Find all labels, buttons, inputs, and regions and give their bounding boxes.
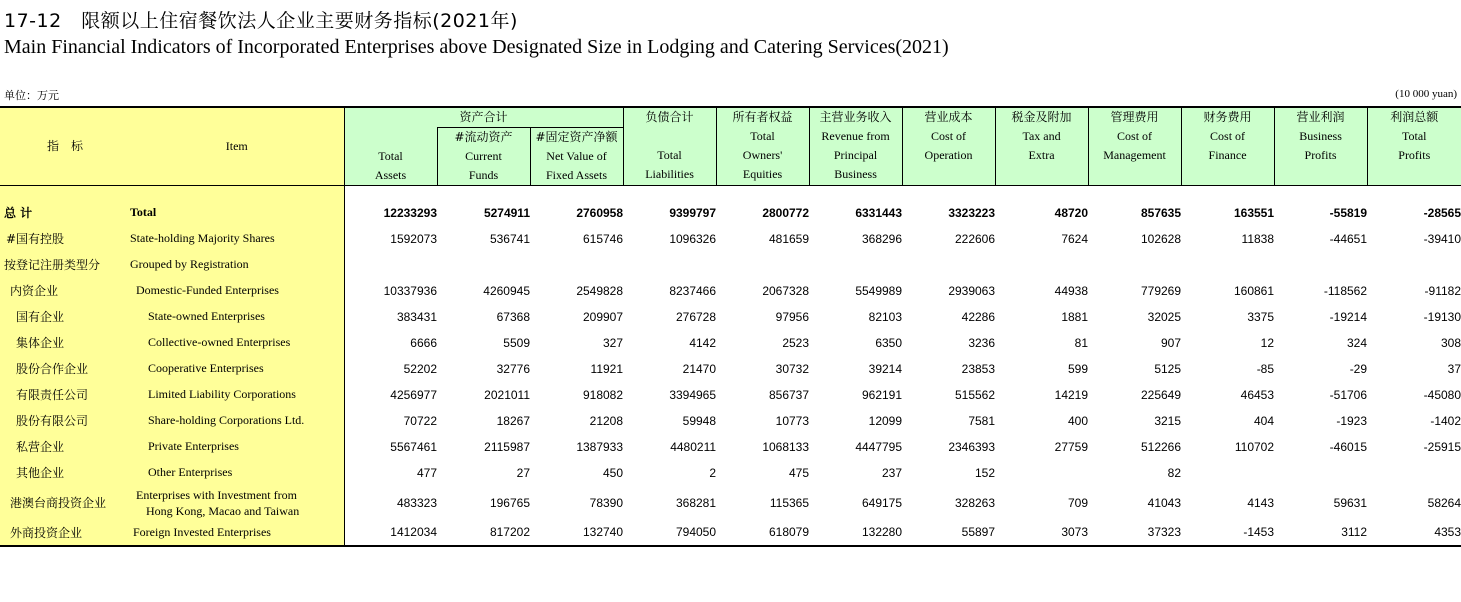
col-header-owners-equities: 所有者权益 Total Owners' Equities	[716, 107, 809, 186]
item-header-en: Item	[130, 107, 344, 186]
table-cell: 82	[1167, 465, 1182, 480]
unit-label-en: (10 000 yuan)	[1395, 88, 1457, 100]
unit-label-cn: 单位：万元	[4, 89, 59, 102]
table-cell: 37	[1447, 361, 1461, 376]
table-cell: 962191	[861, 387, 903, 402]
table-cell: 450	[603, 465, 624, 480]
table-cell: 27	[516, 465, 530, 480]
table-cell: 1592073	[390, 231, 437, 246]
table-cell: 794050	[623, 520, 716, 546]
table-cell: 8237466	[669, 283, 717, 298]
table-cell: 4480211	[670, 439, 717, 454]
table-cell: -25915	[1423, 439, 1461, 454]
table-cell	[1181, 252, 1274, 278]
table-cell: 2939063	[948, 283, 996, 298]
table-row	[0, 330, 1461, 356]
table-cell: 6666	[410, 335, 437, 350]
table-cell: 102628	[1140, 231, 1182, 246]
table-cell: 6350	[875, 335, 903, 350]
table-cell: -118562	[1323, 283, 1368, 298]
row-label-en-line1: Enterprises with Investment from	[136, 487, 297, 502]
table-row	[0, 382, 1461, 408]
table-cell: 4256977	[390, 387, 437, 402]
row-label-en: Total	[130, 186, 344, 226]
table-cell	[1274, 460, 1367, 486]
table-cell	[809, 252, 902, 278]
table-cell: 276728	[675, 309, 717, 324]
row-label-cn: 按登记注册类型分	[0, 252, 130, 278]
row-label-cn: 有限责任公司	[0, 382, 130, 408]
table-cell: -19214	[1329, 309, 1368, 324]
table-cell: 42286	[961, 309, 996, 324]
table-cell: 11838	[1241, 231, 1275, 246]
table-cell	[623, 252, 716, 278]
row-label-en: Share-holding Corporations Ltd.	[130, 408, 344, 434]
table-row	[0, 486, 1461, 520]
table-cell: 70722	[403, 413, 437, 428]
table-cell: 58264	[1427, 495, 1461, 510]
table-cell: 4353	[1367, 520, 1461, 546]
table-cell: 110702	[1234, 439, 1275, 454]
indicator-header-cn: 指 标	[0, 107, 130, 186]
table-cell: -39410	[1423, 231, 1461, 246]
table-cell: 709	[1068, 495, 1089, 510]
table-cell: -29	[1349, 361, 1368, 376]
table-cell: 59948	[682, 413, 717, 428]
row-label-en: Other Enterprises	[130, 460, 344, 486]
row-label-cn: 外商投资企业	[0, 520, 130, 546]
table-cell: 12	[1260, 335, 1275, 350]
table-row	[0, 186, 1461, 226]
table-cell	[716, 252, 809, 278]
table-cell	[1274, 252, 1367, 278]
table-cell: 12233293	[383, 205, 437, 220]
table-cell: 2067328	[762, 283, 810, 298]
table-cell: 481659	[768, 231, 810, 246]
table-cell: 5509	[503, 335, 530, 350]
col-header-fixed-assets: #固定资产净额 Net Value of Fixed Assets	[530, 128, 623, 186]
table-cell: 78390	[589, 495, 624, 510]
table-cell: 2346393	[948, 439, 996, 454]
table-cell: 1096326	[669, 231, 717, 246]
table-cell: 512266	[1140, 439, 1182, 454]
table-cell: 2115987	[484, 439, 530, 454]
row-label-en: State-holding Majority Shares	[130, 226, 344, 252]
table-cell	[1181, 460, 1274, 486]
table-cell: 23853	[961, 361, 996, 376]
table-cell: 4142	[689, 335, 717, 350]
table-cell: -91182	[1424, 283, 1461, 298]
table-cell: 10337936	[383, 283, 437, 298]
table-cell: 368296	[861, 231, 903, 246]
table-cell: 327	[603, 335, 624, 350]
col-header-cost-finance: 财务费用 Cost of Finance	[1181, 107, 1274, 186]
table-row	[0, 278, 1461, 304]
table-cell: 81	[1074, 335, 1089, 350]
table-cell: 515562	[954, 387, 996, 402]
table-cell: 400	[1068, 413, 1089, 428]
table-cell: 4143	[1247, 495, 1275, 510]
table-cell	[1367, 460, 1461, 486]
table-cell: 67368	[496, 309, 530, 324]
table-cell: 32776	[496, 361, 530, 376]
table-cell: 209907	[582, 309, 624, 324]
table-cell: 44938	[1054, 283, 1089, 298]
table-cell: -46015	[1329, 439, 1368, 454]
table-cell: 222606	[954, 231, 996, 246]
table-cell: -44651	[1329, 231, 1368, 246]
table-cell: 237	[882, 465, 903, 480]
table-cell: 856737	[768, 387, 810, 402]
table-cell: 27759	[1054, 439, 1089, 454]
table-cell: 2523	[782, 335, 810, 350]
table-cell: 918082	[582, 387, 624, 402]
table-cell: 160861	[1233, 283, 1275, 298]
table-cell: 5274911	[483, 205, 530, 220]
col-header-total-liabilities: 负债合计 Total Liabilities	[623, 107, 716, 186]
table-cell: 3323223	[948, 205, 996, 220]
table-cell: 37323	[1088, 520, 1181, 546]
table-cell: 2	[709, 465, 717, 480]
table-cell: 163551	[1233, 205, 1275, 220]
table-row	[0, 252, 1461, 278]
row-label-cn: #国有控股	[0, 226, 130, 252]
table-cell: 7624	[1061, 231, 1089, 246]
table-cell: 12099	[868, 413, 903, 428]
col-header-total-assets-en: Total Assets	[344, 128, 437, 186]
table-cell: 21470	[682, 361, 717, 376]
table-cell: 324	[1347, 335, 1368, 350]
row-label-en-line2: Hong Kong, Macao and Taiwan	[146, 503, 300, 518]
table-row	[0, 226, 1461, 252]
table-row	[0, 408, 1461, 434]
table-cell	[1367, 252, 1461, 278]
row-label-en: Collective-owned Enterprises	[130, 330, 344, 356]
table-cell	[902, 252, 995, 278]
table-cell: 7581	[968, 413, 996, 428]
row-label-cn: 股份有限公司	[0, 408, 130, 434]
table-cell: 46453	[1240, 387, 1275, 402]
row-label-en: Limited Liability Corporations	[130, 382, 344, 408]
table-cell: -55819	[1329, 205, 1368, 220]
table-cell: 2549828	[576, 283, 624, 298]
row-label-cn: 股份合作企业	[0, 356, 130, 382]
row-label-en: Domestic-Funded Enterprises	[130, 278, 344, 304]
table-cell: -85	[1256, 361, 1275, 376]
table-cell: 3215	[1154, 413, 1182, 428]
table-body	[0, 186, 1461, 546]
table-cell: 225649	[1140, 387, 1182, 402]
table-cell: 55897	[902, 520, 995, 546]
table-cell: 618079	[716, 520, 809, 546]
table-cell: 475	[789, 465, 810, 480]
row-label-cn: 国有企业	[0, 304, 130, 330]
table-cell: 3375	[1247, 309, 1275, 324]
page-title-en: Main Financial Indicators of Incorporated Enterprises above Designated Size in Lodging and Catering Services(2021)	[4, 36, 949, 58]
table-cell: 857635	[1140, 205, 1182, 220]
table-cell: 115365	[769, 495, 810, 510]
table-cell: 615746	[582, 231, 624, 246]
col-header-total-assets-cn: 资产合计	[344, 107, 623, 128]
row-label-cn: 私营企业	[0, 434, 130, 460]
table-cell: 82103	[868, 309, 903, 324]
table-cell: 30732	[775, 361, 810, 376]
table-row	[0, 304, 1461, 330]
table-cell: -28565	[1423, 205, 1461, 220]
table-cell: 308	[1441, 335, 1461, 350]
table-cell: 59631	[1333, 495, 1368, 510]
table-cell: 1068133	[762, 439, 810, 454]
table-cell	[344, 252, 437, 278]
table-cell: -51706	[1329, 387, 1368, 402]
table-cell: 368281	[675, 495, 717, 510]
table-cell: 11921	[590, 361, 624, 376]
table-cell: 2021011	[484, 387, 530, 402]
table-cell: 52202	[403, 361, 437, 376]
row-label-cn: 其他企业	[0, 460, 130, 486]
table-cell: 14219	[1054, 387, 1089, 402]
table-cell: 132740	[530, 520, 623, 546]
table-cell: 2800772	[762, 205, 810, 220]
table-cell: 4447795	[855, 439, 903, 454]
row-label-en: Foreign Invested Enterprises	[130, 520, 344, 546]
row-label-en: Grouped by Registration	[130, 252, 344, 278]
col-header-current-funds: #流动资产 Current Funds	[437, 128, 530, 186]
table-cell: 4260945	[483, 283, 530, 298]
col-header-total-profits: 利润总额 Total Profits	[1367, 107, 1461, 186]
table-cell: 907	[1161, 335, 1182, 350]
table-cell: -1923	[1336, 413, 1368, 428]
table-cell: 5567461	[390, 439, 437, 454]
table-cell: 404	[1254, 413, 1275, 428]
table-cell: 1387933	[576, 439, 624, 454]
col-header-business-profits: 营业利润 Business Profits	[1274, 107, 1367, 186]
col-header-cost-operation: 营业成本 Cost of Operation	[902, 107, 995, 186]
table-cell: 3394965	[669, 387, 717, 402]
table-cell: 6331443	[855, 205, 903, 220]
table-cell	[530, 252, 623, 278]
table-cell: -1453	[1181, 520, 1274, 546]
table-cell: 483323	[396, 495, 437, 510]
table-cell: 5125	[1154, 361, 1182, 376]
table-cell: 779269	[1140, 283, 1182, 298]
table-cell: -1402	[1430, 413, 1461, 428]
table-cell: 39214	[868, 361, 903, 376]
table-cell: 196765	[489, 495, 530, 510]
table-row	[0, 520, 1461, 546]
table-cell: -19130	[1423, 309, 1461, 324]
row-label-en: Cooperative Enterprises	[130, 356, 344, 382]
row-label-cn: 港澳台商投资企业	[0, 486, 130, 520]
table-cell: 152	[975, 465, 996, 480]
table-cell: 132280	[809, 520, 902, 546]
col-header-cost-management: 管理费用 Cost of Management	[1088, 107, 1181, 186]
table-cell: 41043	[1147, 495, 1182, 510]
col-header-revenue: 主营业务收入 Revenue from Principal Business	[809, 107, 902, 186]
table-cell	[1088, 252, 1181, 278]
table-cell: 536741	[489, 231, 530, 246]
table-cell: 599	[1068, 361, 1089, 376]
table-cell: 5549989	[855, 283, 903, 298]
table-cell: 10773	[775, 413, 810, 428]
table-cell: 1881	[1061, 309, 1089, 324]
table-cell: 2760958	[576, 205, 624, 220]
table-cell	[995, 460, 1088, 486]
row-label-cn: 内资企业	[0, 278, 130, 304]
table-cell: 32025	[1147, 309, 1182, 324]
table-cell: 649175	[861, 495, 903, 510]
table-cell: 328263	[954, 495, 996, 510]
page-title-cn: 17-12 限额以上住宿餐饮法人企业主要财务指标(2021年)	[4, 10, 518, 32]
table-cell: 18267	[496, 413, 530, 428]
table-row	[0, 460, 1461, 486]
table-cell: -45080	[1423, 387, 1461, 402]
table-cell: 383431	[396, 309, 437, 324]
table-cell: 3112	[1274, 520, 1367, 546]
row-label-cn: 总 计	[0, 186, 130, 226]
row-label-en	[130, 486, 344, 520]
table-cell: 477	[416, 465, 437, 480]
row-label-en: Private Enterprises	[130, 434, 344, 460]
table-row	[0, 434, 1461, 460]
row-label-en: State-owned Enterprises	[130, 304, 344, 330]
table-cell: 48720	[1054, 205, 1089, 220]
table-cell: 817202	[437, 520, 530, 546]
table-row	[0, 356, 1461, 382]
col-header-tax-extra: 税金及附加 Tax and Extra	[995, 107, 1088, 186]
table-cell	[995, 252, 1088, 278]
table-cell	[437, 252, 530, 278]
table-cell: 1412034	[344, 520, 437, 546]
table-cell: 97956	[775, 309, 810, 324]
table-cell: 3236	[968, 335, 996, 350]
financial-indicators-table	[0, 106, 1461, 547]
table-cell: 3073	[995, 520, 1088, 546]
table-cell: 21208	[589, 413, 624, 428]
table-cell: 9399797	[669, 205, 717, 220]
row-label-cn: 集体企业	[0, 330, 130, 356]
